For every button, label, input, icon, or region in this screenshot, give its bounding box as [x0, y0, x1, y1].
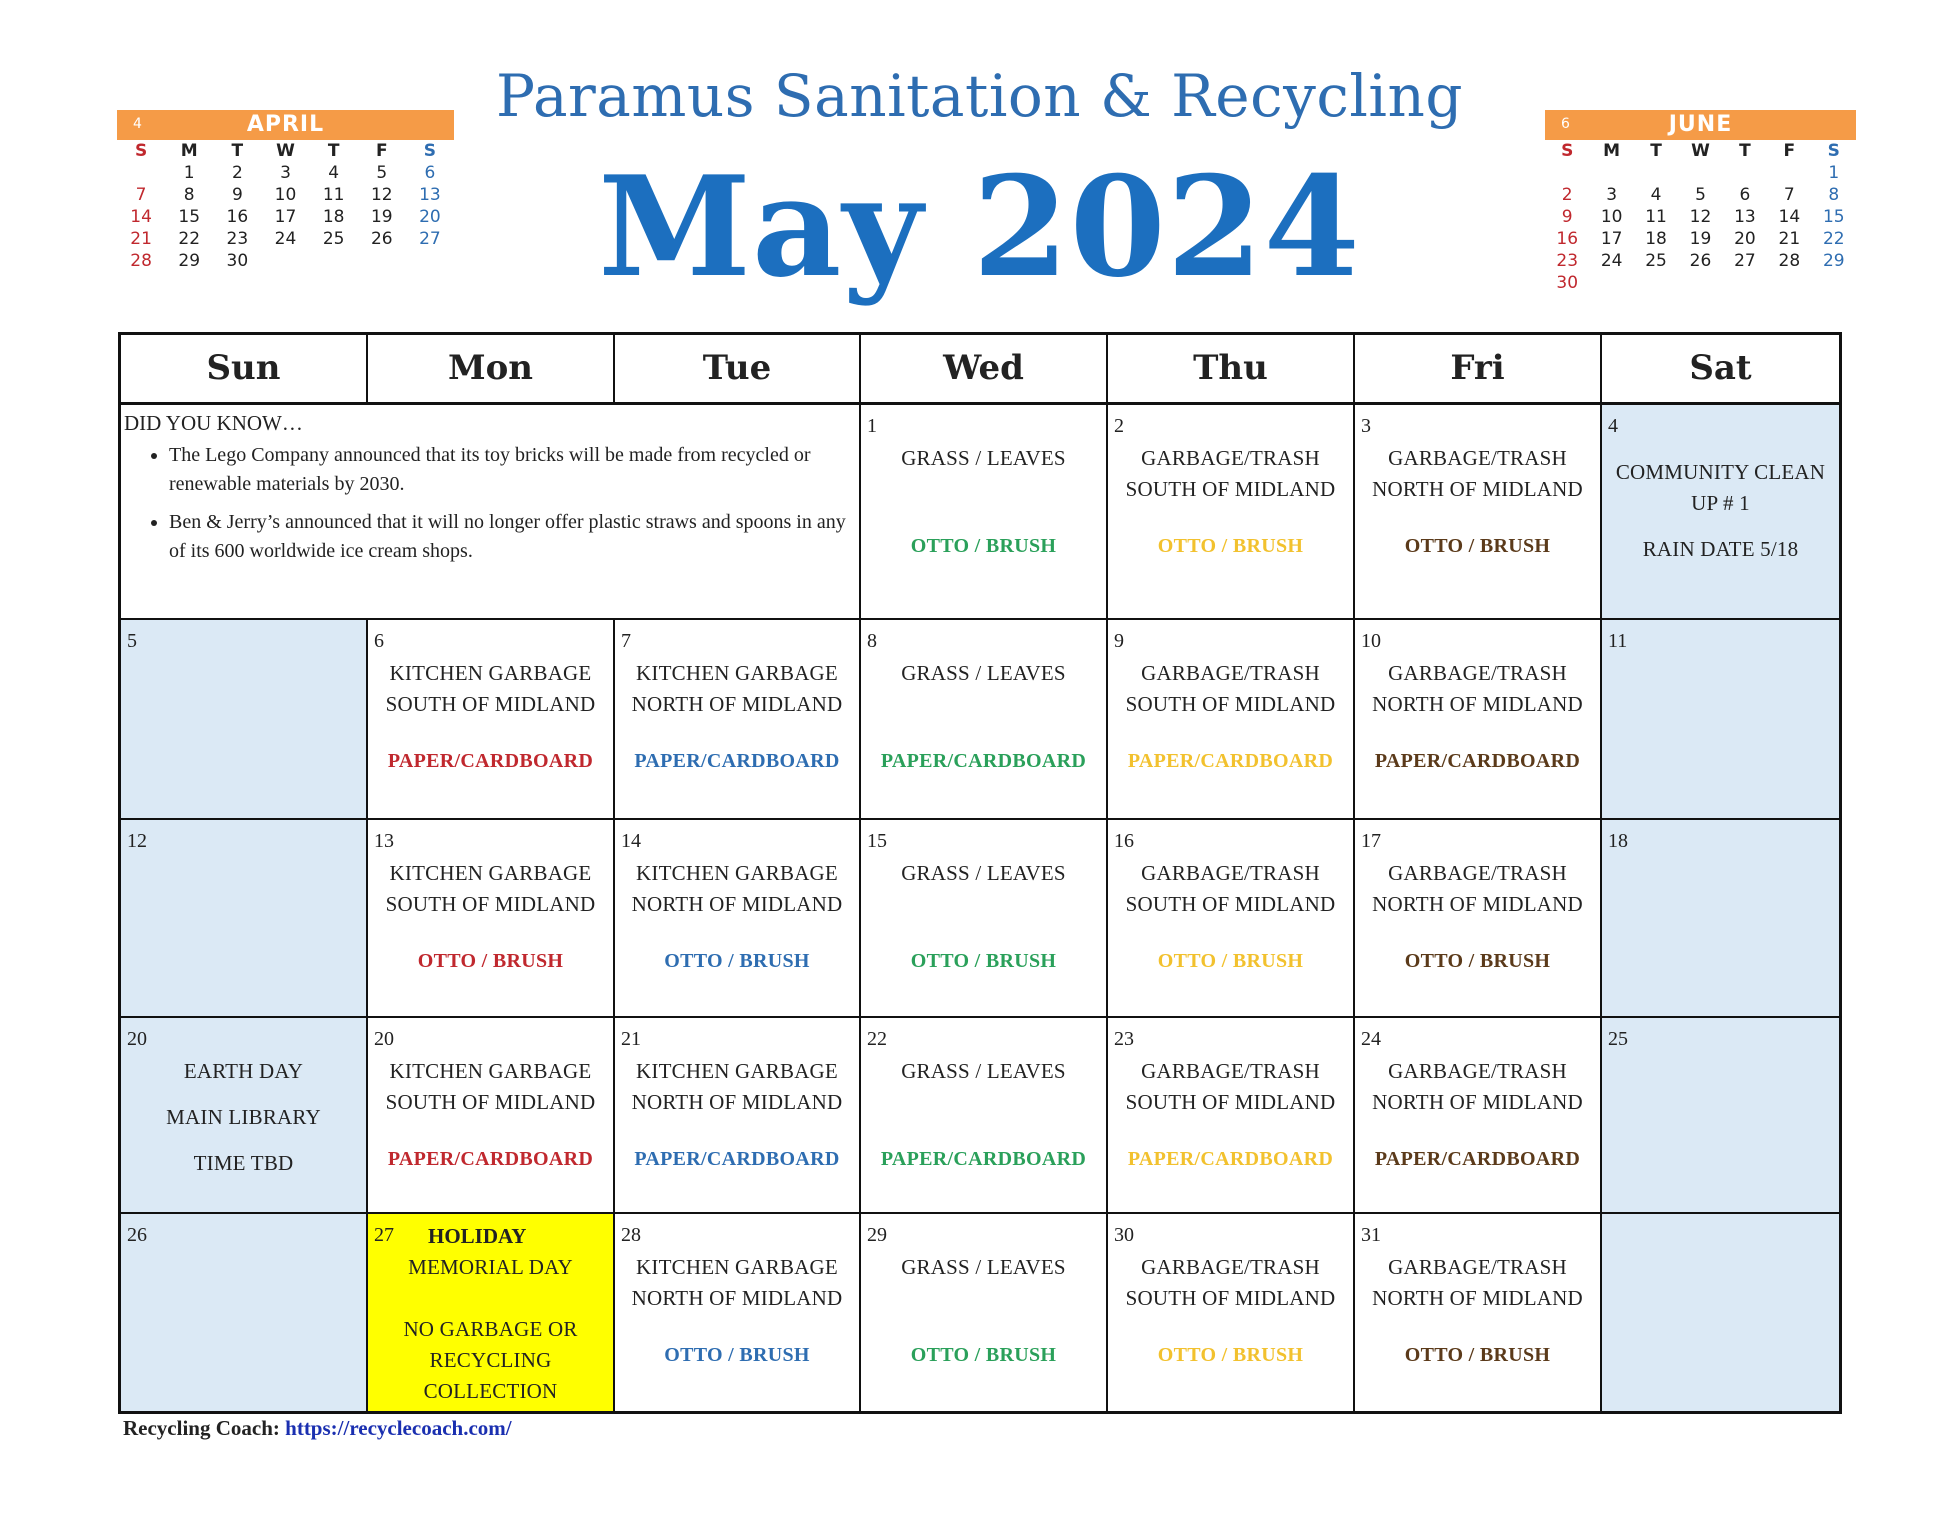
day-number: 1 — [867, 415, 877, 437]
day-cell-3 — [1355, 405, 1602, 620]
day-number: 13 — [374, 830, 394, 852]
mini-day: 6 — [424, 163, 436, 183]
mini-day: 26 — [1689, 251, 1712, 271]
subtitle: Paramus Sanitation & Recycling — [496, 62, 1463, 130]
mini-day: 11 — [322, 185, 345, 205]
day-number: 17 — [1361, 830, 1381, 852]
did-you-know-list — [121, 441, 859, 575]
mini-day — [1723, 272, 1767, 294]
event-line: NORTH OF MIDLAND — [631, 1090, 843, 1114]
mini-day: 7 — [1783, 185, 1795, 205]
day-cell-25 — [1602, 1018, 1839, 1214]
day-cell-19 — [121, 1018, 368, 1214]
day-number: 27 — [374, 1224, 394, 1246]
day-cell-10 — [1355, 620, 1602, 820]
mini-day: 9 — [231, 185, 243, 205]
mini-day: 14 — [1778, 207, 1801, 227]
mini-day: 23 — [1556, 251, 1579, 271]
mini-day — [1767, 272, 1811, 294]
event-line: GRASS / LEAVES — [901, 661, 1066, 685]
day-cell-5 — [121, 620, 368, 820]
mini-day: 22 — [178, 229, 201, 249]
day-number: 26 — [127, 1224, 147, 1246]
month-number: 4 — [133, 116, 142, 132]
pickup-label: OTTO / BRUSH — [910, 950, 1057, 972]
mini-day: 27 — [419, 229, 441, 249]
mini-day — [1589, 272, 1633, 294]
mini-day — [1723, 162, 1767, 184]
mini-day: 11 — [1645, 207, 1667, 227]
mini-day — [1767, 162, 1811, 184]
mini-day: 21 — [1778, 229, 1801, 249]
mini-day: 5 — [376, 163, 388, 183]
event-line: GRASS / LEAVES — [901, 1255, 1066, 1279]
day-cell-12 — [121, 820, 368, 1018]
pickup-label: OTTO / BRUSH — [1157, 535, 1304, 557]
event-line: NORTH OF MIDLAND — [1372, 1286, 1583, 1310]
weekday-letter: T — [231, 141, 244, 161]
pickup-label: OTTO / BRUSH — [910, 535, 1057, 557]
day-cell-21 — [615, 1018, 861, 1214]
event-text — [1108, 443, 1353, 505]
mini-day: 10 — [274, 185, 297, 205]
pickup-label: PAPER/CARDBOARD — [880, 750, 1087, 772]
day-number: 11 — [1608, 630, 1628, 652]
event-line: GARBAGE/TRASH — [1388, 1059, 1567, 1083]
mini-day: 5 — [1695, 185, 1706, 205]
day-cell-27-holiday — [368, 1214, 615, 1411]
event-text — [1108, 1252, 1353, 1314]
weekday-header-wed: Wed — [861, 335, 1108, 405]
event-line: NORTH OF MIDLAND — [1372, 892, 1583, 916]
event-line: GARBAGE/TRASH — [1141, 861, 1320, 885]
weekday-letter: W — [276, 141, 295, 161]
event-line: KITCHEN GARBAGE — [636, 1059, 838, 1083]
mini-calendar-grid — [117, 140, 454, 272]
weekday-letter: S — [1561, 141, 1574, 161]
event-line: NORTH OF MIDLAND — [631, 692, 843, 716]
mini-day: 9 — [1561, 207, 1573, 227]
event-text — [1355, 1252, 1600, 1314]
mini-calendar-header — [117, 110, 454, 140]
mini-day: 13 — [1734, 207, 1756, 227]
pickup-label: OTTO / BRUSH — [1404, 950, 1551, 972]
weekday-letter: S — [134, 141, 148, 161]
month-name: APRIL — [246, 112, 325, 137]
event-line: NORTH OF MIDLAND — [631, 892, 843, 916]
day-number: 15 — [867, 830, 887, 852]
pickup-label: PAPER/CARDBOARD — [634, 1148, 840, 1170]
pickup-label: PAPER/CARDBOARD — [1374, 750, 1581, 772]
event-text — [1355, 1056, 1600, 1118]
pickup-label: PAPER/CARDBOARD — [387, 750, 594, 772]
event-line: GARBAGE/TRASH — [1141, 1059, 1320, 1083]
weekday-header-tue: Tue — [615, 335, 861, 405]
mini-day — [1545, 162, 1589, 184]
event-line: SOUTH OF MIDLAND — [1125, 477, 1336, 501]
day-number: 6 — [374, 630, 384, 652]
mini-day: 6 — [1739, 185, 1751, 205]
did-you-know-title: DID YOU KNOW… — [124, 411, 303, 435]
day-cell-14 — [615, 820, 861, 1018]
day-cell-11 — [1602, 620, 1839, 820]
event-line: GARBAGE/TRASH — [1141, 661, 1320, 685]
day-cell-7 — [615, 620, 861, 820]
mini-calendar-june — [1545, 110, 1856, 294]
pickup-label: PAPER/CARDBOARD — [1374, 1148, 1581, 1170]
event-line: KITCHEN GARBAGE — [636, 861, 838, 885]
event-line: KITCHEN GARBAGE — [636, 1255, 838, 1279]
day-cell-8 — [861, 620, 1108, 820]
event-text — [861, 658, 1106, 689]
mini-day: 12 — [370, 185, 393, 205]
event-text — [1355, 658, 1600, 720]
day-number: 3 — [1361, 415, 1371, 437]
mini-day: 25 — [1645, 251, 1667, 271]
day-cell-31 — [1355, 1214, 1602, 1411]
day-cell-9 — [1108, 620, 1355, 820]
event-line: KITCHEN GARBAGE — [636, 661, 838, 685]
footer — [123, 1416, 512, 1441]
event-line: SOUTH OF MIDLAND — [1125, 692, 1336, 716]
event-text — [1602, 457, 1839, 565]
event-text — [1108, 1056, 1353, 1118]
event-line: SOUTH OF MIDLAND — [1125, 892, 1336, 916]
event-line: GARBAGE/TRASH — [1141, 446, 1320, 470]
day-number: 22 — [867, 1028, 887, 1050]
pickup-label: OTTO / BRUSH — [1157, 1344, 1304, 1366]
weekday-letter: M — [180, 141, 198, 161]
day-number: 28 — [621, 1224, 641, 1246]
weekday-letter: T — [327, 141, 340, 161]
mini-day: 16 — [226, 207, 249, 227]
mini-day: 26 — [370, 229, 393, 249]
weekday-letter: S — [1827, 141, 1840, 161]
mini-day: 22 — [1822, 229, 1845, 249]
mini-day: 3 — [280, 163, 291, 183]
mini-day: 7 — [135, 185, 147, 205]
day-number: 20 — [374, 1028, 394, 1050]
mini-day: 2 — [231, 163, 243, 183]
day-number: 4 — [1608, 415, 1618, 437]
month-name: JUNE — [1668, 112, 1733, 137]
mini-day: 29 — [178, 251, 201, 271]
event-text — [615, 1056, 859, 1118]
event-line: NORTH OF MIDLAND — [1372, 477, 1583, 501]
mini-day: 8 — [183, 185, 195, 205]
mini-day: 10 — [1600, 207, 1623, 227]
weekday-letter: W — [1691, 141, 1710, 161]
mini-day — [1678, 272, 1722, 294]
mini-calendar-april — [117, 110, 454, 272]
mini-day: 8 — [1828, 185, 1840, 205]
mini-day: 4 — [328, 163, 340, 183]
event-line: SOUTH OF MIDLAND — [385, 1090, 596, 1114]
event-line: NORTH OF MIDLAND — [1372, 692, 1583, 716]
pickup-label: PAPER/CARDBOARD — [880, 1148, 1087, 1170]
day-number: 14 — [621, 830, 641, 852]
mini-day: 19 — [370, 207, 393, 227]
month-grid — [118, 332, 1842, 1414]
event-line: GRASS / LEAVES — [901, 446, 1066, 470]
day-number: 29 — [867, 1224, 887, 1246]
mini-day: 15 — [1822, 207, 1845, 227]
weekday-header-fri: Fri — [1355, 335, 1602, 405]
mini-day: 29 — [1822, 251, 1845, 271]
event-text — [121, 1048, 366, 1186]
day-cell-29 — [861, 1214, 1108, 1411]
day-number: 18 — [1608, 830, 1628, 852]
pickup-label: PAPER/CARDBOARD — [1127, 1148, 1334, 1170]
mini-day: 14 — [130, 207, 152, 227]
day-number: 31 — [1361, 1224, 1381, 1246]
weekday-letter: S — [423, 141, 437, 161]
day-cell-28 — [615, 1214, 861, 1411]
event-text — [861, 1056, 1106, 1087]
mini-day — [358, 250, 406, 272]
mini-day: 17 — [1600, 229, 1623, 249]
day-number: 12 — [127, 830, 147, 852]
weekday-header-sat: Sat — [1602, 335, 1839, 405]
day-cell-17 — [1355, 820, 1602, 1018]
event-line: MAIN LIBRARY — [166, 1105, 321, 1129]
mini-day: 1 — [183, 163, 195, 183]
mini-day: 28 — [1778, 251, 1801, 271]
day-number: 2 — [1114, 415, 1124, 437]
weekday-header-mon: Mon — [368, 335, 615, 405]
pickup-label: OTTO / BRUSH — [664, 950, 810, 972]
day-cell-13 — [368, 820, 615, 1018]
mini-day — [261, 250, 309, 272]
mini-day: 28 — [130, 251, 152, 271]
pickup-label: PAPER/CARDBOARD — [634, 750, 840, 772]
pickup-label: PAPER/CARDBOARD — [387, 1148, 594, 1170]
mini-day — [117, 162, 165, 184]
day-cell-18 — [1602, 820, 1839, 1018]
day-cell-30 — [1108, 1214, 1355, 1411]
event-text — [368, 658, 613, 720]
mini-day: 24 — [274, 229, 297, 249]
day-cell-2 — [1108, 405, 1355, 620]
mini-day — [1634, 162, 1678, 184]
mini-day: 30 — [1556, 273, 1579, 293]
event-text — [615, 1252, 859, 1314]
mini-day: 24 — [1600, 251, 1623, 271]
holiday-note — [368, 1314, 613, 1407]
event-line: COMMUNITY CLEAN — [1615, 460, 1826, 484]
mini-day — [1634, 272, 1678, 294]
event-line: KITCHEN GARBAGE — [389, 1059, 592, 1083]
day-cell-1 — [861, 405, 1108, 620]
footer-label: Recycling Coach: — [123, 1416, 286, 1440]
empty-day-cell — [1602, 1214, 1839, 1411]
mini-day: 1 — [1828, 163, 1840, 183]
page-title: May 2024 — [598, 145, 1361, 308]
event-text — [1355, 443, 1600, 505]
event-line: RAIN DATE 5/18 — [1642, 537, 1799, 561]
day-cell-23 — [1108, 1018, 1355, 1214]
day-number: 20 — [127, 1028, 147, 1050]
mini-day — [1812, 272, 1856, 294]
mini-day: 18 — [322, 207, 345, 227]
day-number: 30 — [1114, 1224, 1134, 1246]
note-line: NO GARBAGE OR — [403, 1317, 578, 1341]
event-line: SOUTH OF MIDLAND — [1125, 1286, 1336, 1310]
event-line: UP # 1 — [1691, 491, 1750, 515]
weekday-letter: M — [1603, 141, 1621, 161]
day-cell-15 — [861, 820, 1108, 1018]
event-line: KITCHEN GARBAGE — [389, 861, 592, 885]
event-text — [615, 658, 859, 720]
note-line: COLLECTION — [423, 1379, 558, 1403]
mini-day: 25 — [322, 229, 345, 249]
event-text — [1108, 858, 1353, 920]
day-number: 7 — [621, 630, 631, 652]
mini-day: 19 — [1689, 229, 1712, 249]
event-line: SOUTH OF MIDLAND — [385, 892, 596, 916]
event-line: TIME TBD — [193, 1151, 294, 1175]
event-text — [368, 858, 613, 920]
day-cell-4 — [1602, 405, 1839, 620]
mini-day — [406, 250, 454, 272]
mini-day: 3 — [1606, 185, 1618, 205]
mini-day: 20 — [1734, 229, 1756, 249]
day-number: 8 — [867, 630, 877, 652]
mini-calendar-grid — [1545, 140, 1856, 294]
pickup-label: OTTO / BRUSH — [417, 950, 564, 972]
did-you-know-box — [121, 405, 861, 620]
event-line: GARBAGE/TRASH — [1141, 1255, 1320, 1279]
event-line: MEMORIAL DAY — [408, 1255, 573, 1279]
event-text — [861, 1252, 1106, 1283]
mini-day: 23 — [226, 229, 249, 249]
day-cell-16 — [1108, 820, 1355, 1018]
event-line: GRASS / LEAVES — [901, 861, 1066, 885]
day-cell-26 — [121, 1214, 368, 1411]
day-cell-6 — [368, 620, 615, 820]
event-line: SOUTH OF MIDLAND — [1125, 1090, 1336, 1114]
day-number: 23 — [1114, 1028, 1134, 1050]
mini-day: 21 — [130, 229, 152, 249]
mini-day: 18 — [1645, 229, 1667, 249]
day-cell-24 — [1355, 1018, 1602, 1214]
weekday-letter: F — [1783, 141, 1796, 161]
event-text — [861, 858, 1106, 889]
event-text — [1108, 658, 1353, 720]
mini-day: 4 — [1650, 185, 1662, 205]
holiday-badge: HOLIDAY — [428, 1224, 527, 1248]
mini-day: 27 — [1734, 251, 1756, 271]
month-number: 6 — [1561, 116, 1570, 132]
event-line: SOUTH OF MIDLAND — [385, 692, 596, 716]
mini-calendar-header — [1545, 110, 1856, 140]
mini-day: 30 — [226, 251, 249, 271]
day-number: 9 — [1114, 630, 1124, 652]
day-number: 25 — [1608, 1028, 1628, 1050]
weekday-header-sun: Sun — [121, 335, 368, 405]
weekday-header-thu: Thu — [1108, 335, 1355, 405]
day-number: 21 — [621, 1028, 641, 1050]
mini-day: 15 — [178, 207, 201, 227]
mini-day: 13 — [419, 185, 441, 205]
event-line: GRASS / LEAVES — [901, 1059, 1066, 1083]
pickup-label: OTTO / BRUSH — [910, 1344, 1057, 1366]
weekday-letter: F — [375, 141, 388, 161]
event-text — [615, 858, 859, 920]
list-item: • The Lego Company announced that its toy bricks will be made from recycled or renewable materials by 2030. — [169, 441, 849, 499]
day-number: 10 — [1361, 630, 1381, 652]
recycle-coach-link[interactable]: https://recyclecoach.com/ — [285, 1416, 512, 1440]
mini-day: 12 — [1689, 207, 1712, 227]
event-line: GARBAGE/TRASH — [1388, 861, 1567, 885]
mini-day — [1589, 162, 1633, 184]
pickup-label: OTTO / BRUSH — [664, 1344, 810, 1366]
event-text — [368, 1056, 613, 1118]
event-text — [1355, 858, 1600, 920]
mini-day: 16 — [1556, 229, 1579, 249]
event-line: EARTH DAY — [183, 1059, 304, 1083]
day-cell-20 — [368, 1018, 615, 1214]
day-number: 24 — [1361, 1028, 1381, 1050]
event-line: GARBAGE/TRASH — [1388, 446, 1567, 470]
day-number: 5 — [127, 630, 137, 652]
note-line: RECYCLING — [429, 1348, 552, 1372]
pickup-label: OTTO / BRUSH — [1404, 535, 1551, 557]
mini-day: 2 — [1561, 185, 1573, 205]
mini-day — [310, 250, 358, 272]
event-line: KITCHEN GARBAGE — [389, 661, 592, 685]
mini-day — [1678, 162, 1722, 184]
pickup-label: PAPER/CARDBOARD — [1127, 750, 1334, 772]
mini-day: 20 — [419, 207, 441, 227]
day-cell-22 — [861, 1018, 1108, 1214]
event-line: GARBAGE/TRASH — [1388, 1255, 1567, 1279]
day-number: 16 — [1114, 830, 1134, 852]
event-text — [861, 443, 1106, 474]
event-line: NORTH OF MIDLAND — [631, 1286, 843, 1310]
event-line: NORTH OF MIDLAND — [1372, 1090, 1583, 1114]
weekday-letter: T — [1739, 141, 1751, 161]
pickup-label: OTTO / BRUSH — [1157, 950, 1304, 972]
weekday-letter: T — [1650, 141, 1662, 161]
list-item: • Ben & Jerry’s announced that it will no longer offer plastic straws and spoons in any of its 600 worldwide ice cream shops. — [169, 508, 849, 566]
event-text — [368, 1252, 613, 1283]
event-line: GARBAGE/TRASH — [1388, 661, 1567, 685]
mini-day: 17 — [274, 207, 297, 227]
pickup-label: OTTO / BRUSH — [1404, 1344, 1551, 1366]
